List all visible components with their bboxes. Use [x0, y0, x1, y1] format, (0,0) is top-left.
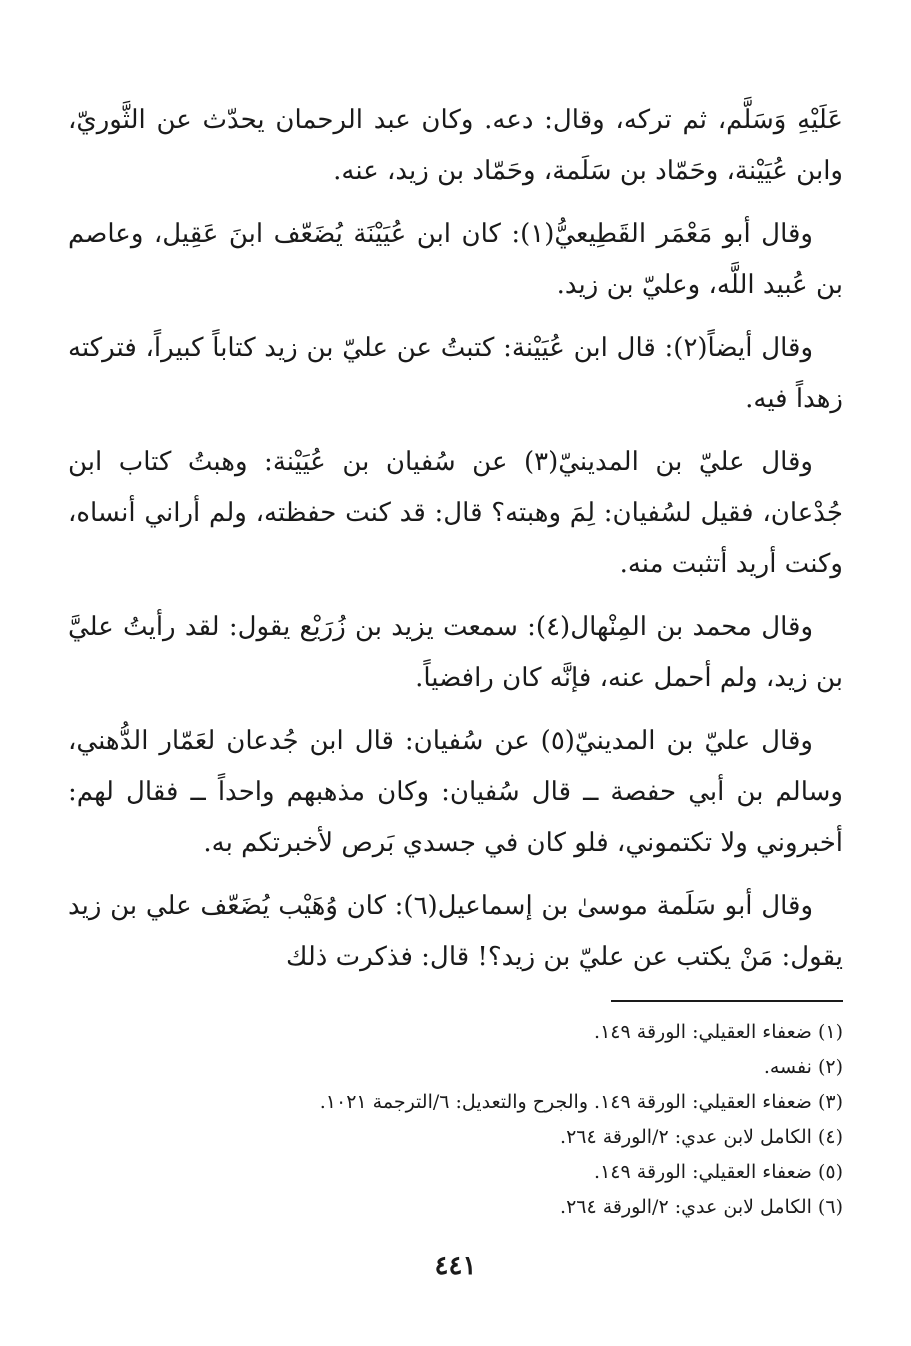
paragraph-2: وقال أبو مَعْمَر القَطِيعيُّ(١): كان ابن عُيَيْنَة يُضَعّف ابنَ عَقِيل، وعاصم بن عُبيد اللَّه، وعليّ بن زيد. [68, 219, 843, 300]
main-text [68, 95, 843, 995]
page-number: ٤٤١ [434, 1251, 477, 1281]
paragraph-1: عَلَيْهِ وَسَلَّم، ثم تركه، وقال: دعه. وكان عبد الرحمان يحدّث عن الثَّوريّ، وابن عُيَيْنة، وحَمّاد بن سَلَمة، وحَمّاد بن زيد، عنه. [68, 105, 843, 186]
paragraph-5: وقال محمد بن المِنْهال(٤): سمعت يزيد بن زُرَيْع يقول: لقد رأيتُ عليَّ بن زيد، ولم أحمل عنه، فإنَّه كان رافضياً. [68, 612, 843, 693]
footnote-1: (١) ضعفاء العقيلي: الورقة ١٤٩. [594, 1021, 843, 1043]
footnote-divider [611, 1000, 843, 1002]
paragraph-7: وقال أبو سَلَمة موسىٰ بن إسماعيل(٦): كان وُهَيْب يُضَعّف علي بن زيد يقول: مَنْ يكتب عن عليّ بن زيد؟! قال: فذكرت ذلك [68, 891, 843, 972]
footnote-4: (٤) الكامل لابن عدي: ٢/الورقة ٢٦٤. [560, 1126, 843, 1148]
paragraph-4: وقال عليّ بن المدينيّ(٣) عن سُفيان بن عُيَيْنة: وهبتُ كتاب ابن جُدْعان، فقيل لسُفيان: لِمَ وهبته؟ قال: قد كنت حفظته، ولم أراني أنساه، وكنت أريد أتثبت منه. [68, 447, 843, 579]
footnote-3: (٣) ضعفاء العقيلي: الورقة ١٤٩. والجرح والتعديل: ٦/الترجمة ١٠٢١. [319, 1091, 843, 1113]
footnotes [68, 1015, 843, 1225]
footnote-2: (٢) نفسه. [763, 1056, 843, 1078]
paragraph-3: وقال أيضاً(٢): قال ابن عُيَيْنة: كتبتُ عن عليّ بن زيد كتاباً كبيراً، فتركته زهداً فيه. [68, 333, 843, 414]
footnote-5: (٥) ضعفاء العقيلي: الورقة ١٤٩. [594, 1161, 843, 1183]
footnote-6: (٦) الكامل لابن عدي: ٢/الورقة ٢٦٤. [560, 1196, 843, 1218]
paragraph-6: وقال عليّ بن المدينيّ(٥) عن سُفيان: قال ابن جُدعان لعَمّار الدُّهني، وسالم بن أبي حفصة ــ قال سُفيان: وكان مذهبهم واحداً ــ فقال لهم: أخبروني ولا تكتموني، فلو كان في جسدي بَرص لأخبرتكم به. [68, 726, 843, 858]
